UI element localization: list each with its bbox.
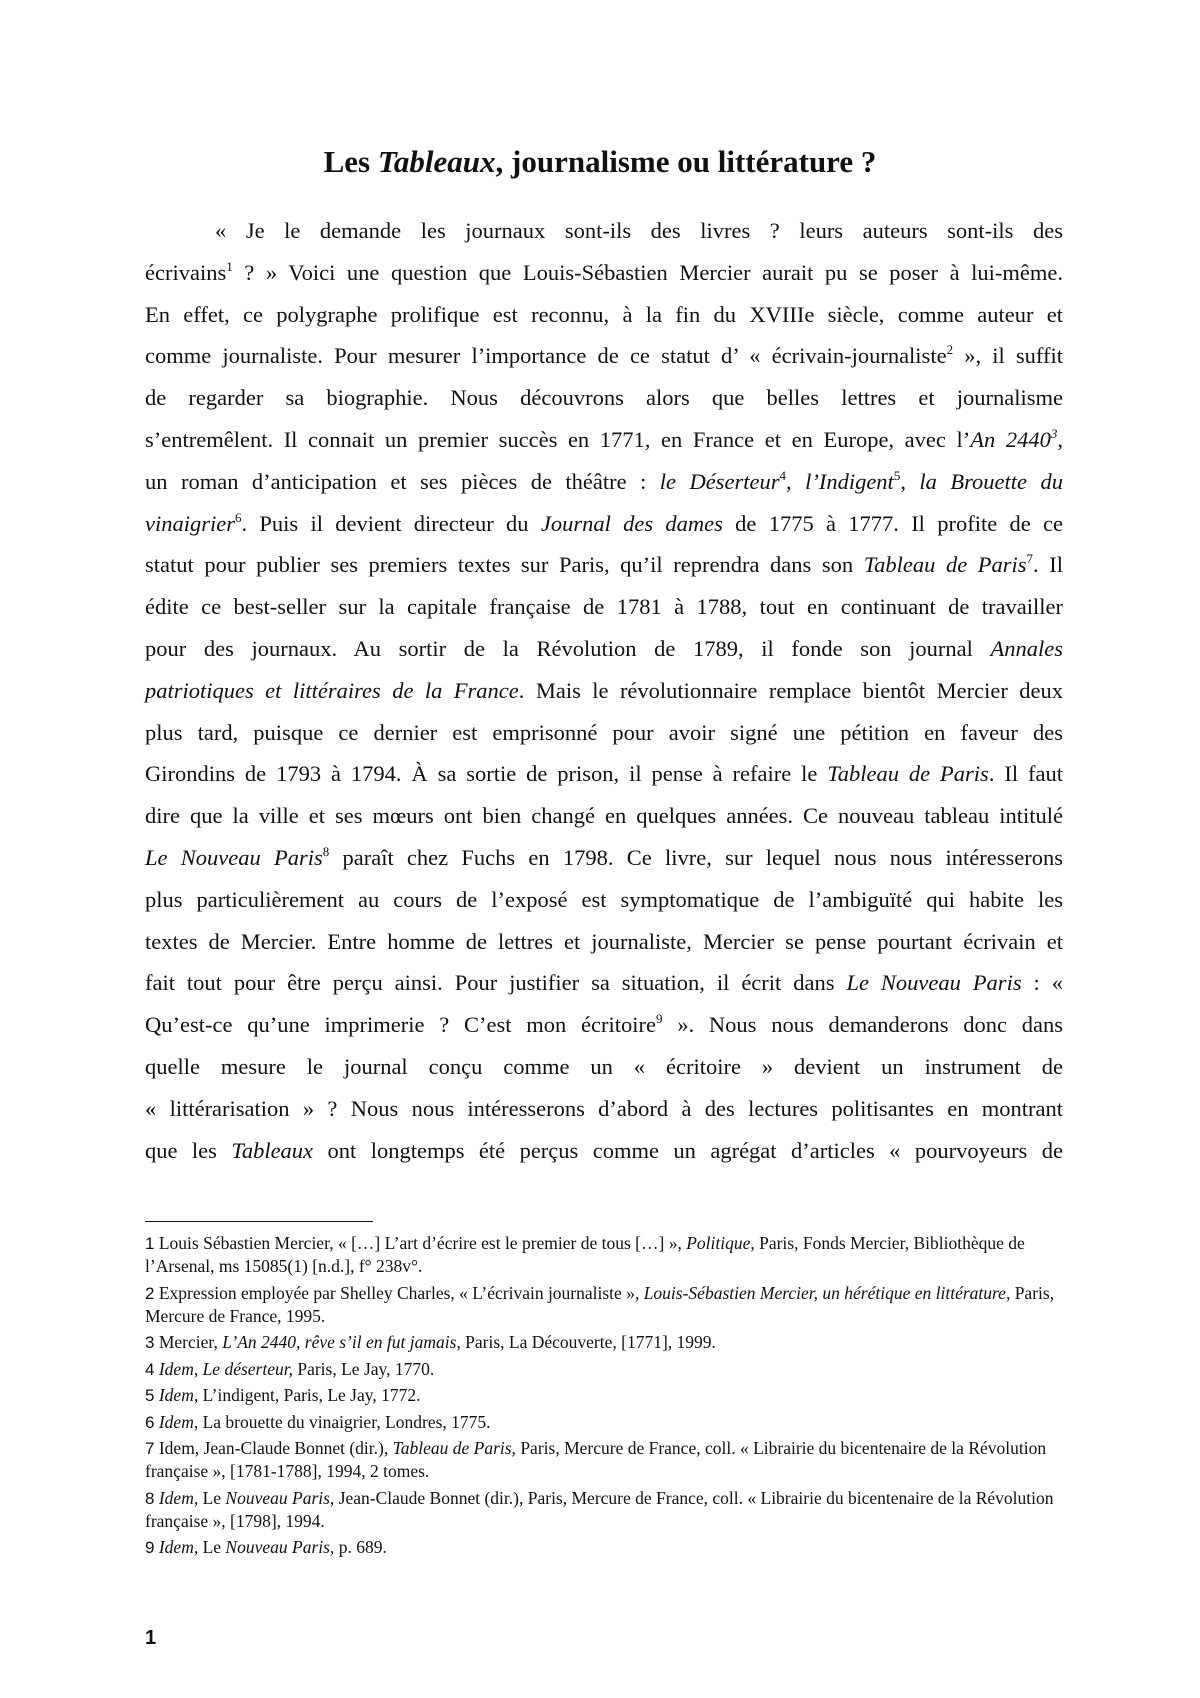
italic-text: Idem, [158, 1487, 199, 1508]
body-line [145, 795, 1063, 837]
page-number: 1 [145, 1627, 157, 1649]
text-run: « littérarisation » ? Nous nous intéresserons d’abord à des lectures politisantes en montrant [145, 1095, 1063, 1121]
italic-text: Tableau de Paris [827, 761, 989, 787]
body-line [145, 1046, 1063, 1088]
footnotes [145, 1232, 1063, 1563]
text-run: En effet, ce polygraphe prolifique est reconnu, à la fin du XVIIIe siècle, comme auteur et [145, 301, 1063, 327]
footnote-number: 3 [145, 1333, 155, 1352]
text-run: dire que la ville et ses mœurs ont bien changé en quelques années. Ce nouveau tableau intitulé [145, 803, 1063, 829]
text-run: statut pour publier ses premiers textes sur Paris, qu’il reprendra dans son [145, 552, 864, 578]
text-run: écrivains [145, 259, 227, 285]
title-italic: Tableaux [377, 144, 496, 179]
footnote-ref: 2 [946, 342, 954, 358]
body-line [145, 921, 1063, 963]
body-line [145, 294, 1063, 336]
footnote-ref: 6 [235, 509, 242, 525]
footnote [145, 1384, 1063, 1407]
italic-text: Tableau de Paris [863, 552, 1027, 578]
body-paragraph [145, 210, 1063, 1171]
footnote [145, 1437, 1063, 1483]
italic-text: vinaigrier [145, 510, 235, 536]
text-run: plus particulièrement au cours de l’exposé est symptomatique de l’ambiguïté qui habite les [145, 886, 1063, 912]
body-line [145, 252, 1063, 294]
footnote-ref: 7 [1026, 551, 1034, 567]
body-line [145, 461, 1063, 503]
text-run: , L’indigent, Paris, Le Jay, 1772. [193, 1385, 421, 1405]
text-run: édite ce best-seller sur la capitale française de 1781 à 1788, tout en continuant de travailler [145, 594, 1063, 620]
text-run: Qu’est-ce qu’une imprimerie ? C’est mon écritoire [145, 1012, 656, 1038]
italic-text: Le déserteur, [202, 1358, 293, 1379]
body-line [145, 837, 1063, 879]
italic-text: Politique [686, 1233, 751, 1253]
footnote [145, 1536, 1063, 1559]
text-run: . Puis il devient directeur du [241, 510, 541, 536]
document-title [0, 142, 1200, 182]
text-run: Le [198, 1487, 226, 1508]
body-line [145, 628, 1063, 670]
text-run: Louis Sébastien Mercier, « […] L’art d’écrire est le premier de tous […] », [154, 1233, 687, 1253]
text-run: Paris, Mercure de France, 1995. [145, 1282, 1055, 1326]
footnote-ref: 4 [779, 467, 786, 483]
body-line [145, 210, 1063, 252]
text-run: p. 689. [334, 1537, 387, 1557]
italic-text: Tableaux [231, 1137, 314, 1163]
footnote-number: 1 [145, 1234, 155, 1253]
text-run: fait tout pour être perçu ainsi. Pour justifier sa situation, il écrit dans [145, 970, 847, 996]
italic-text: L’An 2440, rêve s’il en fut jamais, [222, 1332, 461, 1352]
body-line [145, 879, 1063, 921]
title-suffix: , journalisme ou littérature ? [495, 144, 877, 179]
text-run: Girondins de 1793 à 1794. À sa sortie de prison, il pense à refaire le [145, 761, 828, 787]
body-line [145, 544, 1063, 586]
italic-text: Nouveau Paris, [225, 1487, 335, 1508]
text-run: Jean-Claude Bonnet (dir.), Paris, Mercure de France, coll. « Librairie du bicentenaire de la Révolution française », [1798], 1994. [145, 1487, 1054, 1531]
footnote-number: 8 [145, 1488, 155, 1508]
text-run: textes de Mercier. Entre homme de lettres et journaliste, Mercier se pense pourtant écrivain et [145, 928, 1063, 954]
text-run: , Paris, Fonds Mercier, Bibliothèque de l’Arsenal, ms 15085(1) [n.d.], f° 238v°. [145, 1233, 1025, 1276]
body-line [145, 419, 1063, 461]
body-line [145, 712, 1063, 754]
footnote-number: 6 [145, 1412, 155, 1432]
text-run: . Il [1033, 552, 1063, 578]
footnote [145, 1282, 1063, 1328]
body-line [145, 753, 1063, 795]
body-line [145, 586, 1063, 628]
italic-text: Idem [158, 1411, 194, 1432]
italic-text: le Déserteur [659, 468, 780, 494]
text-run: . Il faut [988, 761, 1063, 787]
text-run: plus tard, puisque ce dernier est emprisonné pour avoir signé une pétition en faveur des [145, 719, 1063, 745]
text-run: un roman d’anticipation et ses pièces de théâtre : [145, 468, 660, 494]
text-run: Idem, Jean-Claude Bonnet (dir.), [154, 1438, 393, 1458]
footnote-number: 2 [145, 1283, 155, 1303]
footnote-ref: 8 [322, 843, 330, 859]
text-run: , La brouette du vinaigrier, Londres, 1775. [193, 1411, 491, 1432]
text-run: », il suffit [953, 343, 1064, 369]
italic-text: Tableau de Paris, [392, 1438, 516, 1458]
italic-text: Idem [158, 1385, 194, 1405]
body-line [145, 503, 1063, 545]
text-run: comme journaliste. Pour mesurer l’importance de ce statut d’ « écrivain-journaliste [145, 343, 947, 369]
italic-text: Idem [158, 1358, 194, 1379]
body-line [145, 1004, 1063, 1046]
text-run: ? » Voici une question que Louis-Sébastien Mercier aurait pu se poser à lui-même. [232, 259, 1063, 285]
text-run: « Je le demande les journaux sont-ils des livres ? leurs auteurs sont-ils des [215, 218, 1063, 243]
footnote-number: 9 [145, 1538, 155, 1557]
footnote [145, 1358, 1063, 1381]
text-run: Mercier, [154, 1332, 223, 1352]
italic-text: Annales [990, 635, 1063, 661]
body-line [145, 1088, 1063, 1130]
footnote-ref: 5 [893, 467, 901, 483]
text-run: , [193, 1358, 203, 1379]
footnote-number: 5 [145, 1386, 155, 1405]
footnote [145, 1487, 1063, 1533]
italic-text: Le Nouveau Paris [846, 970, 1022, 996]
body-line [145, 670, 1063, 712]
footnote [145, 1411, 1063, 1434]
text-run: , [1057, 426, 1064, 452]
body-line [145, 377, 1063, 419]
text-run: Le [198, 1537, 226, 1557]
footnote [145, 1331, 1063, 1354]
footnote-separator [145, 1221, 373, 1222]
text-run: s’entremêlent. Il connait un premier succès en 1771, en France et en Europe, avec l’ [145, 426, 971, 452]
footnote-ref: 1 [226, 258, 233, 274]
text-run: ont longtemps été perçus comme un agrégat d’articles « pourvoyeurs de [313, 1137, 1063, 1163]
text-run: ». Nous nous demanderons donc dans [662, 1012, 1063, 1038]
text-run: , [785, 468, 806, 494]
text-run: paraît chez Fuchs en 1798. Ce livre, sur lequel nous nous intéresserons [329, 844, 1063, 870]
text-run: , [900, 468, 920, 494]
footnote [145, 1232, 1063, 1278]
italic-text: An 2440 [970, 426, 1051, 452]
text-run: de regarder sa biographie. Nous découvrons alors que belles lettres et journalisme [145, 385, 1063, 411]
footnote-number: 7 [145, 1439, 155, 1458]
footnote-ref: 9 [656, 1011, 663, 1027]
italic-text: patriotiques et littéraires de la France [145, 677, 519, 703]
text-run: . Mais le révolutionnaire remplace bientôt Mercier deux [518, 677, 1063, 703]
italic-text: Louis-Sébastien Mercier, un hérétique en littérature, [643, 1282, 1011, 1303]
text-run: Paris, Mercure de France, coll. « Librairie du bicentenaire de la Révolution française », [1781-1788], 1994, 2 tomes. [145, 1438, 1047, 1481]
text-run: : « [1021, 970, 1063, 996]
text-run: Expression employée par Shelley Charles, « L’écrivain journaliste », [154, 1282, 644, 1303]
text-run: Paris, Le Jay, 1770. [292, 1358, 435, 1379]
text-run: de 1775 à 1777. Il profite de ce [722, 510, 1063, 536]
body-line [145, 335, 1063, 377]
italic-text: Le Nouveau Paris [145, 844, 323, 870]
text-run: pour des journaux. Au sortir de la Révolution de 1789, il fonde son journal [145, 635, 991, 661]
text-run: quelle mesure le journal conçu comme un « écritoire » devient un instrument de [145, 1053, 1063, 1079]
footnote-number: 4 [145, 1359, 155, 1379]
italic-text: l’Indigent [805, 468, 894, 494]
italic-text: Journal des dames [540, 510, 723, 536]
body-line [145, 1130, 1063, 1172]
text-run: que les [145, 1137, 232, 1163]
italic-text: Idem, [158, 1537, 199, 1557]
body-line [145, 962, 1063, 1004]
title-prefix: Les [323, 144, 378, 179]
footnote-ref: 3 [1050, 425, 1058, 441]
text-run: Paris, La Découverte, [1771], 1999. [460, 1332, 716, 1352]
italic-text: la Brouette du [919, 468, 1063, 494]
italic-text: Nouveau Paris, [225, 1537, 335, 1557]
